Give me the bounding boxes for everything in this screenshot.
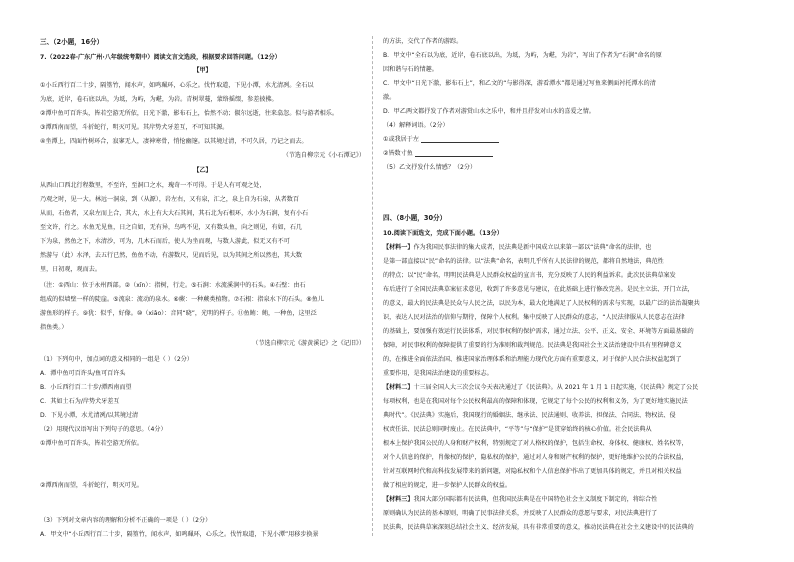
jia-source: （节选自柳宗元《小石潭记》） [282, 152, 365, 159]
material-2-label: 【材料二】 [383, 384, 414, 391]
material-1-line-5: 的意义，最大的民法典是民众与人民之法，以民为本，最大化地满足了人民权利的需求与实现，以最广泛的法治凝聚共 [383, 300, 700, 307]
question-1-option-a: A．潭中鱼可百许头/鱼可百许头 [40, 370, 126, 377]
material-2-line-4: 权责任法、民法总则同时废止。在民法典中，“平等”与“保护”是贯穿始终的核心价值。社会民法典从 [383, 426, 652, 433]
material-2-line-3: 典时代”。《民法典》实施后，我国现行的婚姻法、继承法、民法通则、收养法、担保法、合同法、物权法、侵 [383, 412, 676, 419]
notes-line-1: （注：①西山：位于永州西部。②（xīn）：指树，行走。⑤石涧：水流溪涧中的石头。④石壁：由石 [40, 282, 306, 289]
material-1-line-9: 的，在推进全面依法治国、推进国家治理体系和治理能力现代化方面有重要意义，对于保护人民合法权益起到了 [383, 356, 682, 363]
yi-line-3: 从而，石鱼者，又泉左而上合，其大，水上有大大石其间，其石北为石根环，水小为石涧，复有小石 [40, 210, 309, 217]
material-1-line-2: 是第一部直接以“民”命名的法律。以“法典”命名，表明几乎所有人民法律的规范，都将自然地法，典范性 [383, 258, 664, 265]
question-1-option-b: B．小丘西行百二十步/潭西南而望 [40, 384, 132, 391]
answer-blank-1[interactable] [421, 137, 499, 143]
yi-line-2: 乃观之时，见一大。林远一洞泉，到（从源），岩左右，又有泉，汇之，泉上自为石泉，从者数百 [40, 196, 299, 203]
jia-paragraph-3: ③潭西南而望，斗折蛇行，明灭可见。其岸势犬牙差互，不可知其源。 [40, 124, 229, 131]
question-1-option-c: C．其如土石为/岸势犬牙差互 [40, 398, 120, 405]
jia-paragraph-4: ④坐潭上，四面竹树环合，寂寥无人，凄神寒骨，悄怆幽邃。以其境过清，不可久居，乃记之而去。 [40, 138, 308, 145]
column-divider [372, 36, 373, 536]
question-7-stem: 7.（2022春·广东广州·八年级统考期中）阅读文言文选段，根据要求回答问题。（12分） [40, 54, 281, 61]
answer-blank-2[interactable] [415, 151, 493, 157]
jia-paragraph-1-line-1: ①小丘西行百二十步，隔篁竹，闻水声，如鸣珮环，心乐之。伐竹取道，下见小潭，水尤清冽。全石以 [40, 82, 314, 89]
q3-option-c-line-2: 澈。 [383, 94, 396, 101]
material-1-line-1: 【材料一】作为我国民事法律的集大成者，民法典是新中国成立以来第一部以“法典”命名的法律，也 [383, 244, 652, 251]
material-1-line-8: 保障，对民事权利的保障提供了重要的行为准则和裁判规范。民法典是我国社会主义法治建设中具有里程碑意义 [383, 342, 682, 349]
q3-option-b-line-1: B．甲文中“全石以为底，近岸，卷石底以出，为坻，为屿，为嵁，为岩”，写出了作者为“石涧”命名的原 [383, 52, 662, 59]
material-1-line-4: 布后进行了全国民法典草案征求意见，收到了许多意见与建议，在此基础上进行修改完善。是民主立法、开门立法， [383, 286, 694, 293]
question-4: （4）解释词语。（2分） [383, 122, 449, 129]
question-5: （5）乙文抒发什么情感？（2分） [383, 164, 477, 171]
question-2: （2）用现代汉语写出下列句子的意思。（4分） [40, 426, 167, 433]
question-10-stem: 10.阅读下面选文，完成下面小题。（13分） [383, 230, 503, 237]
yi-line-4: 至文许，行之。水鱼无见鱼，日之自如，无有异，鸟鸣不见，又有数头鱼，向之则见，有如，石几 [40, 224, 303, 231]
yi-line-7: 里，日初观，观而去。 [40, 266, 101, 273]
q3-option-d: D．甲乙两文都抒发了作者对游赏山水之乐中，和并且抒发对山水的喜爱之情。 [383, 108, 595, 115]
material-1-line-10: 重要作用，是我国法治建设的重要标志。 [383, 370, 493, 377]
material-1-line-3: 的特点；以“民”命名，明明民法典是人民群众权益的宣言书，充分反映了人民的利益诉求。此次民法典草案发 [383, 272, 676, 279]
yi-line-1: 从西山口西北行程数里，不至许，至洞口之水，瑰奇一不可得。于是人有可观之处， [40, 182, 266, 189]
material-2-line-8: 做了相应的规定，进一步保护人民群众的权益。 [383, 482, 511, 489]
question-3-option-a: A．甲文中“小丘西行百二十步，隔篁竹，闻水声，如鸣珮环，心乐之。伐竹取道，下见小潭”用移步换景 [40, 531, 319, 538]
material-2-line-2: 每项权利，也是在我国对每个公民权利最高的保障和体现，它规定了每个公民的权利和义务，为了更好地实施民法 [383, 398, 688, 405]
q3-continuation-line-1: 的方法，交代了作者的游踪。 [383, 38, 463, 45]
question-4-item-1: ①或我居于左 [383, 137, 499, 143]
question-1-option-d: D．下见小潭，水尤清冽/以其境过清 [40, 412, 139, 419]
material-1-line-6: 识，表达人民对法治的信仰与期待，保障个人权利。集中反映了人民群众的意志，“人民法律服从人民意志在法律 [383, 314, 685, 321]
q3-option-b-line-2: 因和谐与石的情趣。 [383, 66, 438, 73]
material-3-label: 【材料三】 [383, 496, 414, 503]
material-1-label: 【材料一】 [383, 244, 414, 251]
question-2-sentence-2: ②潭西南而望，斗折蛇行，明灭可见。 [40, 482, 143, 489]
material-1-line-7: 的基础上，要加强有效运行民法体系，对民事权利的保护需求，通过立法、公平、正义、安全、环境等方面最基础的 [383, 328, 694, 335]
material-3-line-3: 民法典，民法典草案深刻总结社会主义、经济发展，具有非常重要的意义，推动民法典在社会主义建设中的民法典的 [383, 524, 694, 531]
material-2-line-6: 对个人信息的保护，肖像权的保护，隐私权的保护，通过对人身和财产权利的保护，更好地维护公民的合法权益， [383, 454, 688, 461]
notes-line-2: 组成的似墙壁一样的陡崖。⑤流泉：流动的泉水。⑥蕨：一种蕨类植物。⑦石根：指泉水下的石头。⑧鱼儿 [40, 296, 324, 303]
passage-jia-label: 【甲】 [193, 67, 212, 74]
material-2-line-1: 【材料二】十三届全国人大三次会议今天表决通过了《民法典》。从 2021 年 1 月 1 日起实施，《民法典》规定了公民 [383, 384, 699, 391]
question-1: （1）下列句中，加点词的意义相同的一组是（ ）（2分） [40, 356, 193, 363]
notes-line-3: 游鱼形的样子。⑨犹：似乎，好像。⑩（xiǎo）：音同“晓”，光明的样子。⑪鱼鲔：鲔，一种鱼，这里泛 [40, 310, 317, 317]
question-4-item-2: ②皆数寸鱼 [383, 151, 493, 157]
jia-paragraph-1-line-2: 为底，近岸，卷石底以出，为坻，为屿，为嵁，为岩。青树翠蔓，蒙络摇缀，参差披拂。 [40, 96, 278, 103]
yi-line-6: 然游与（此）水泽，去五行已然，鱼鱼不动，有游数尺，见而后见，以为其间之所以然也，其大数 [40, 252, 303, 259]
material-3-line-2: 原则确认为民法的基本原则，明确了民事法律关系，并反映了人民群众的意愿与要求，对民法典进行了 [383, 510, 658, 517]
material-3-line-1: 【材料三】我国大部分国际都有民法典，但我国民法典是在中国特色社会主义制度下制定的，将综合性 [383, 496, 658, 503]
notes-line-4: 指鱼类。） [40, 324, 68, 331]
section-4-title: 四、（8小题，30分） [383, 214, 447, 222]
yi-source: （节选自柳宗元《游黄溪记》之《记旧》） [252, 340, 365, 347]
q3-option-c-line-1: C．甲文中“日光下澈，影布石上”，和乙文的“与影得深，游看潭水”都是通过写鱼来侧面衬托潭水的清 [383, 80, 656, 87]
question-3: （3）下列对文章内容的理解和分析不正确的一项是（ ）（2分） [40, 517, 212, 524]
material-2-line-5: 根本上保护我国公民的人身和财产权利，特别规定了对人格权的保护，包括生命权、身体权、健康权、姓名权等， [383, 440, 688, 447]
jia-paragraph-2: ②潭中鱼可百许头，皆若空游无所依，日光下澈，影布石上，佁然不动；俶尔远逝，往来翕忽。似与游者相乐。 [40, 110, 338, 117]
material-2-line-7: 针对互联网时代和高科技发展带来的新问题，对隐私权和个人信息保护作出了更加具体的规定，并且对相关权益 [383, 468, 682, 475]
question-2-sentence-1: ①潭中鱼可百许头，皆若空游无所依。 [40, 440, 143, 447]
section-3-title: 三、（2小题，16分） [40, 38, 104, 46]
passage-yi-label: 【乙】 [193, 167, 212, 174]
yi-line-5: 下为泉，然鱼之下，水清沙，可为，几木石而后，使人为坐而观，与数人游此，似无又有不可 [40, 238, 290, 245]
